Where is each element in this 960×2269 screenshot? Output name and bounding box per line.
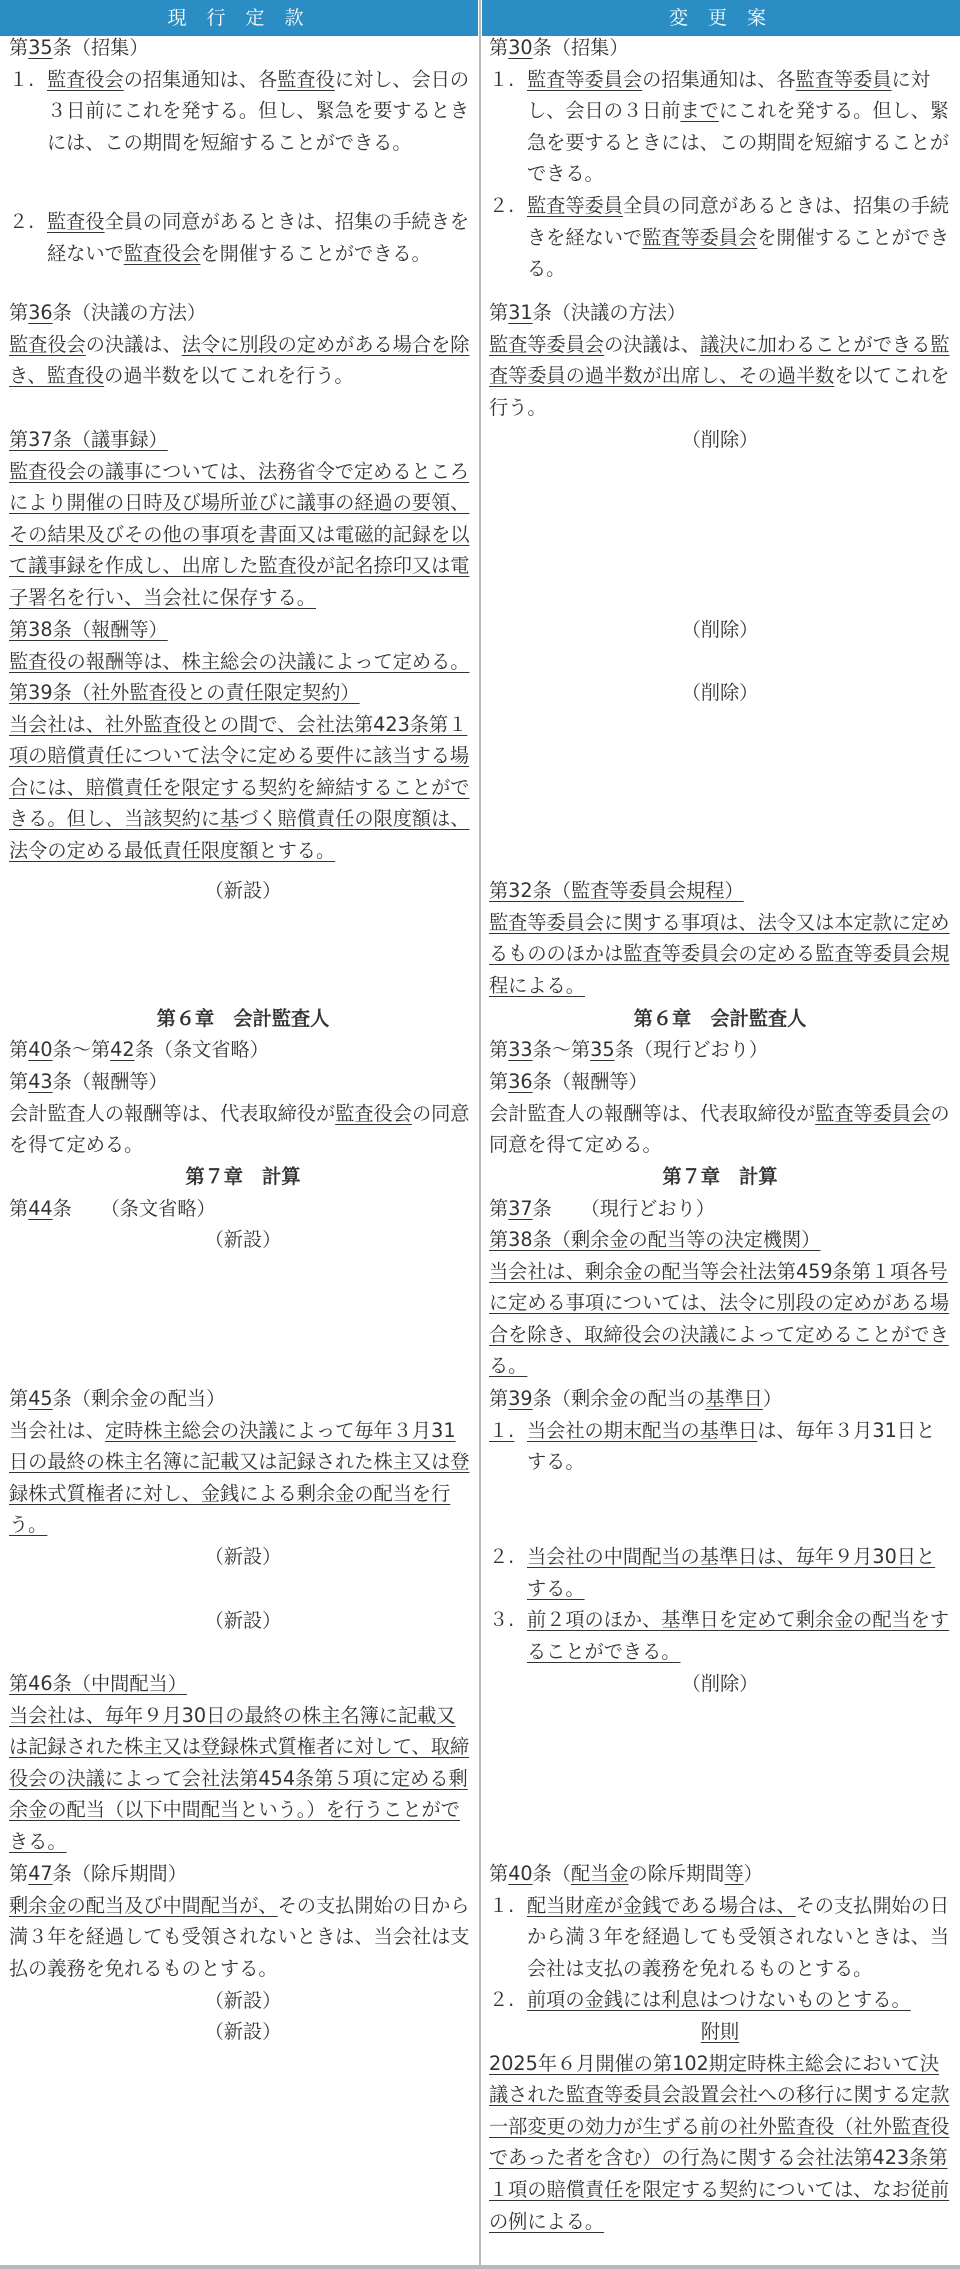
article-35 — [9, 32, 477, 158]
chapter-7-heading: 第７章 計算 — [185, 1165, 301, 1188]
article-title: 第35条（招集） — [9, 36, 149, 59]
supplementary-provision: 附則 2025年６月開催の第102期定時株主総会において決 議された監査等委員会設置会社への移行に関する定款 一部変更の効力が生ずる前の社外監査役（社外監査役 であった者を含む）の行為に関する会社法第423条第 １項の賠償責任を限定する契約については、なお従前 の例による。 — [489, 2016, 951, 2237]
header-proposed-amendments: 変 更 案 — [482, 0, 960, 36]
header-current-articles: 現 行 定 款 — [0, 0, 478, 36]
article-item: １. 監査等委員会の招集通知は、各監査等委員に対 し、会日の３日前までにこれを発する。但し、緊 急を要するときには、この期間を短縮することが できる。 — [489, 67, 950, 186]
article-40 — [489, 1858, 951, 2016]
deleted-article-marker: （削除） — [681, 428, 759, 451]
article-title: 第45条（剰余金の配当） — [9, 1387, 226, 1410]
article-43: 第43条（報酬等） 会計監査人の報酬等は、代表取締役が監査役会の同意 を得て定める。 — [9, 1066, 477, 1161]
article-item: １. 配当財産が金銭である場合は、その支払開始の日 から満３年を経過しても受領されないときは、当 会社は支払の義務を免れるものとする。 — [489, 1893, 950, 1980]
articles-40-42: 第40条〜第42条（条文省略） — [9, 1038, 269, 1061]
article-item: ２. 前項の金銭には利息はつけないものとする。 — [489, 1988, 911, 2012]
article-46: 第46条（中間配当） 当会社は、毎年９月30日の最終の株主名簿に記載又 は記録された株主又は登録株式質権者に対して、取締 役会の決議によって会社法第454条第５項に定める剰 余金の配当（以下中間配当という。）を行うことがで きる。 — [9, 1668, 477, 1858]
article-title: 第36条（報酬等） — [489, 1070, 648, 1093]
article-item: ２. 監査等委員全員の同意があるときは、招集の手続 きを経ないで監査等委員会を開催することができ る。 — [489, 193, 950, 281]
article-title: 第38条（剰余金の配当等の決定機関） — [489, 1228, 821, 1251]
article-item: ２. 当会社の中間配当の基準日は、毎年９月30日と する。 — [489, 1545, 936, 1600]
deleted-article-marker: （削除） — [681, 681, 759, 704]
article-title: 第37条（議事録） — [9, 428, 168, 451]
article-39 — [489, 1383, 951, 1478]
article-title: 第40条（配当金の除斥期間等） — [489, 1862, 763, 1885]
article-38: 第38条（剰余金の配当等の決定機関） 当会社は、剰余金の配当等会社法第459条第１項各号 に定める事項については、法令に別段の定めがある場 合を除き、取締役会の決議によって定めることができ る。 — [489, 1224, 951, 1382]
article-item: ２. 監査役全員の同意があるときは、招集の手続きを 経ないで監査役会を開催することができる。 — [9, 210, 470, 265]
column-divider — [479, 0, 481, 2269]
supplementary-title: 附則 — [700, 2020, 740, 2043]
article-39: 第39条（社外監査役との責任限定契約） 当会社は、社外監査役との間で、会社法第423条第１ 項の賠償責任について法令に定める要件に該当する場 合には、賠償責任を限定する契約を締結することがで きる。但し、当該契約に基づく賠償責任の限度額は、 法令の定める最低責任限度額とする。 — [9, 677, 477, 867]
table-bottom-border — [0, 2265, 960, 2269]
deleted-article-marker: （削除） — [681, 618, 759, 641]
articles-33-35: 第33条〜第35条（現行どおり） — [489, 1038, 769, 1061]
article-title: 第38条（報酬等） — [9, 618, 168, 641]
article-37: 第37条（議事録） 監査役会の議事については、法務省令で定めるところ により開催の日時及び場所並びに議事の経過の要領、 その結果及びその他の事項を書面又は電磁的記録を以 て議事録を作成し、出席した監査役が記名捺印又は電 子署名を行い、当会社に保存する。 — [9, 424, 477, 614]
article-39-items-2-3 — [489, 1541, 951, 1667]
article-title: 第30条（招集） — [489, 36, 629, 59]
article-title: 第39条（剰余金の配当の基準日） — [489, 1387, 783, 1410]
deleted-article-marker: （削除） — [681, 1672, 759, 1695]
new-article-marker: （新設） — [204, 1989, 282, 2012]
article-37: 第37条 （現行どおり） — [489, 1197, 715, 1220]
new-article-marker: （新設） — [204, 1228, 282, 1251]
new-article-marker: （新設） — [204, 1545, 282, 1568]
article-title: 第32条（監査等委員会規程） — [489, 879, 744, 902]
article-44: 第44条 （条文省略） — [9, 1197, 216, 1220]
new-article-marker: （新設） — [204, 1609, 282, 1632]
article-item: ３. 前２項のほか、基準日を定めて剰余金の配当をす ることができる。 — [489, 1608, 950, 1663]
article-item: １. 監査役会の招集通知は、各監査役に対し、会日の ３日前にこれを発する。但し、緊急を要するとき には、この期間を短縮することができる。 — [9, 67, 470, 154]
chapter-6-heading: 第６章 会計監査人 — [156, 1007, 330, 1030]
article-title: 第36条（決議の方法） — [9, 301, 207, 324]
article-title: 第47条（除斥期間） — [9, 1862, 187, 1885]
article-45: 第45条（剰余金の配当） 当会社は、定時株主総会の決議によって毎年３月31 日の最終の株主名簿に記載又は記録された株主又は登 録株式質権者に対し、金銭による剰余金の配当を行 う。 — [9, 1383, 477, 1541]
article-38: 第38条（報酬等） 監査役の報酬等は、株主総会の決議によって定める。 — [9, 614, 477, 677]
chapter-7-heading: 第７章 計算 — [662, 1165, 778, 1188]
chapter-6-heading: 第６章 会計監査人 — [633, 1007, 807, 1030]
article-item: １. 当会社の期末配当の基準日は、毎年３月31日と する。 — [489, 1418, 936, 1474]
article-30 — [489, 32, 951, 285]
article-title: 第31条（決議の方法） — [489, 301, 687, 324]
article-36: 第36条（報酬等） 会計監査人の報酬等は、代表取締役が監査等委員会の 同意を得て定める。 — [489, 1066, 951, 1161]
article-35-item-2 — [9, 206, 477, 269]
article-title: 第39条（社外監査役との責任限定契約） — [9, 681, 360, 704]
article-36: 第36条（決議の方法） 監査役会の決議は、法令に別段の定めがある場合を除 き、監査役の過半数を以てこれを行う。 — [9, 297, 477, 392]
article-title: 第46条（中間配当） — [9, 1672, 187, 1695]
new-article-marker: （新設） — [204, 879, 282, 902]
article-47: 第47条（除斥期間） 剰余金の配当及び中間配当が、その支払開始の日から 満３年を経過しても受領されないときは、当会社は支 払の義務を免れるものとする。 — [9, 1858, 477, 1984]
article-title: 第43条（報酬等） — [9, 1070, 168, 1093]
new-article-marker: （新設） — [204, 2020, 282, 2043]
article-32: 第32条（監査等委員会規程） 監査等委員会に関する事項は、法令又は本定款に定め るもののほかは監査等委員会の定める監査等委員会規 程による。 — [489, 875, 951, 1001]
article-31: 第31条（決議の方法） 監査等委員会の決議は、議決に加わることができる監 査等委員の過半数が出席し、その過半数を以てこれを 行う。 — [489, 297, 951, 423]
